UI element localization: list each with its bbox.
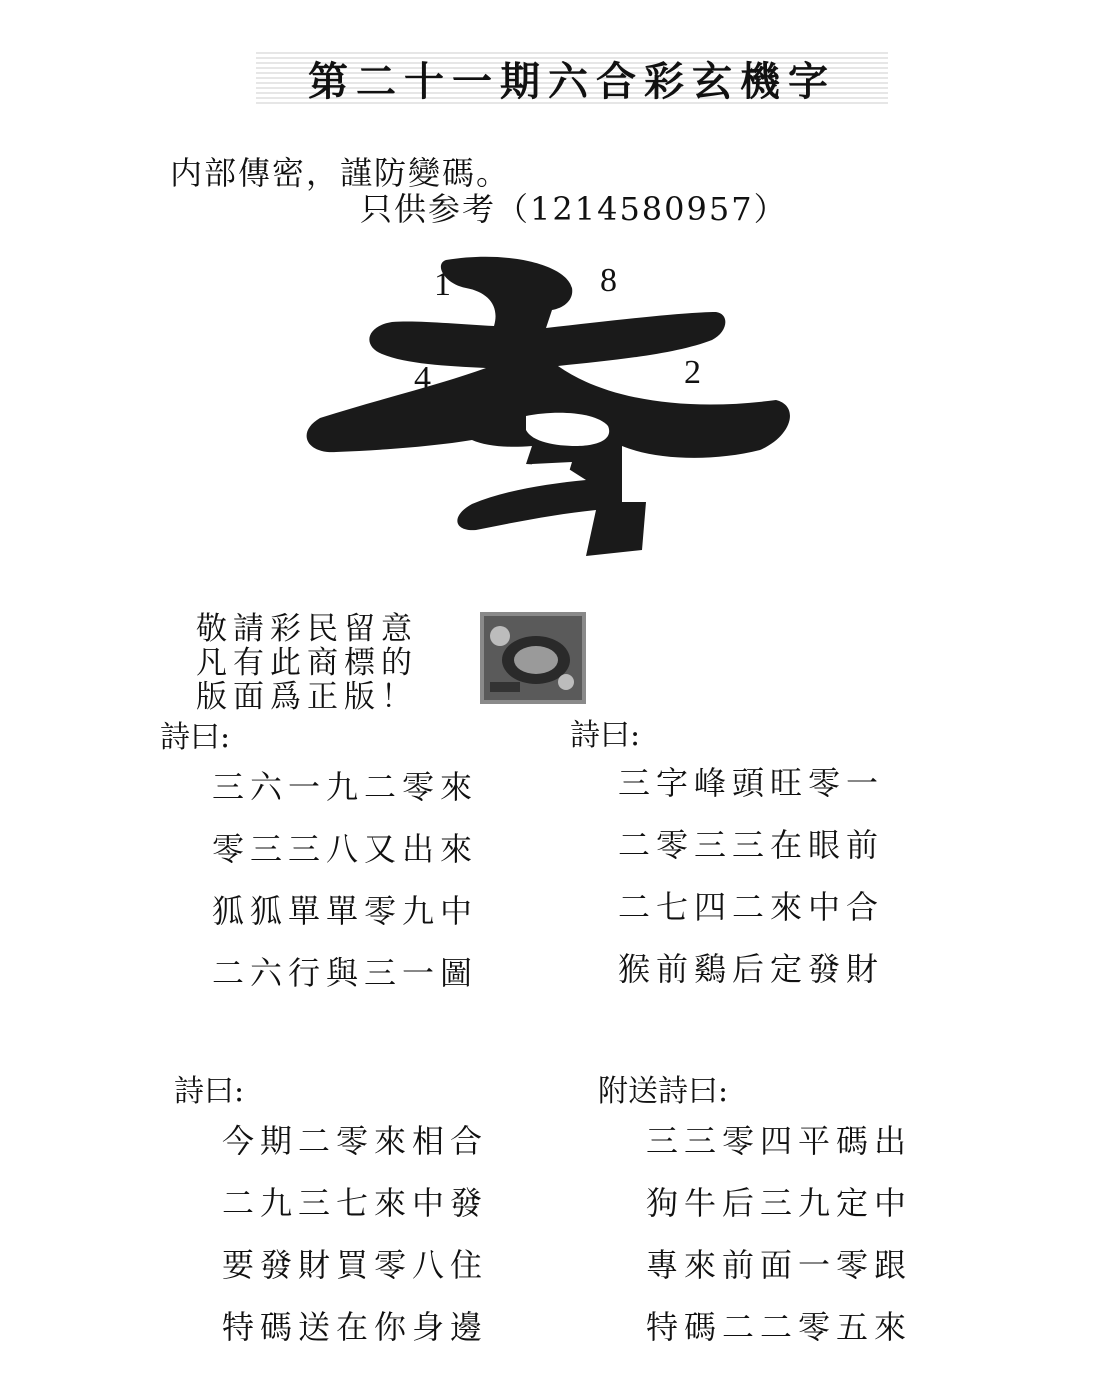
poem-line: 今期二零來相合 <box>222 1122 489 1160</box>
number-top-left: 1 <box>434 266 451 303</box>
poem-block-4 <box>646 1110 912 1358</box>
poem-line: 二七四二來中合 <box>618 888 885 926</box>
poem-block-3 <box>222 1110 488 1358</box>
poem-block-2 <box>618 752 884 1000</box>
trademark-logo-icon <box>480 612 586 704</box>
notice-line-2: 只供参考（1214580957） <box>360 190 788 228</box>
trademark-line: 版面爲正版！ <box>196 679 418 715</box>
poem-heading: 詩曰: <box>160 720 231 755</box>
page-title: 第二十一期六合彩玄機字 <box>308 57 836 105</box>
title-banner <box>256 52 888 104</box>
trademark-notice <box>196 612 418 714</box>
poem-line: 二九三七來中發 <box>222 1184 489 1222</box>
riddle-character-glyph <box>296 250 796 580</box>
poem-line: 特碼二二零五來 <box>646 1308 913 1346</box>
poem-line: 狗牛后三九定中 <box>646 1184 913 1222</box>
trademark-line: 凡有此商標的 <box>196 645 418 681</box>
poem-heading: 詩曰: <box>570 718 641 753</box>
poem-line: 猴前鷄后定發財 <box>618 950 885 988</box>
number-mid-left: 4 <box>414 360 431 397</box>
poem-line: 狐狐單單零九中 <box>212 892 479 930</box>
poem-line: 零三三八又出來 <box>212 830 479 868</box>
poem-line: 二六行與三一圖 <box>212 954 479 992</box>
notice-line-1: 内部傳密，謹防變碼。 <box>170 154 511 192</box>
poem-line: 三三零四平碼出 <box>646 1122 913 1160</box>
number-mid-right: 2 <box>684 354 701 391</box>
poem-line: 三字峰頭旺零一 <box>618 764 885 802</box>
poem-block-1 <box>212 756 478 1004</box>
poem-line: 二零三三在眼前 <box>618 826 885 864</box>
poem-heading: 詩曰: <box>174 1074 245 1109</box>
trademark-line: 敬請彩民留意 <box>196 611 418 647</box>
poem-line: 要發財買零八住 <box>222 1246 489 1284</box>
number-top-right: 8 <box>600 262 617 299</box>
poem-line: 特碼送在你身邊 <box>222 1308 489 1346</box>
poem-line: 三六一九二零來 <box>212 768 479 806</box>
poem-heading: 附送詩曰: <box>598 1074 729 1109</box>
poem-line: 專來前面一零跟 <box>646 1246 913 1284</box>
